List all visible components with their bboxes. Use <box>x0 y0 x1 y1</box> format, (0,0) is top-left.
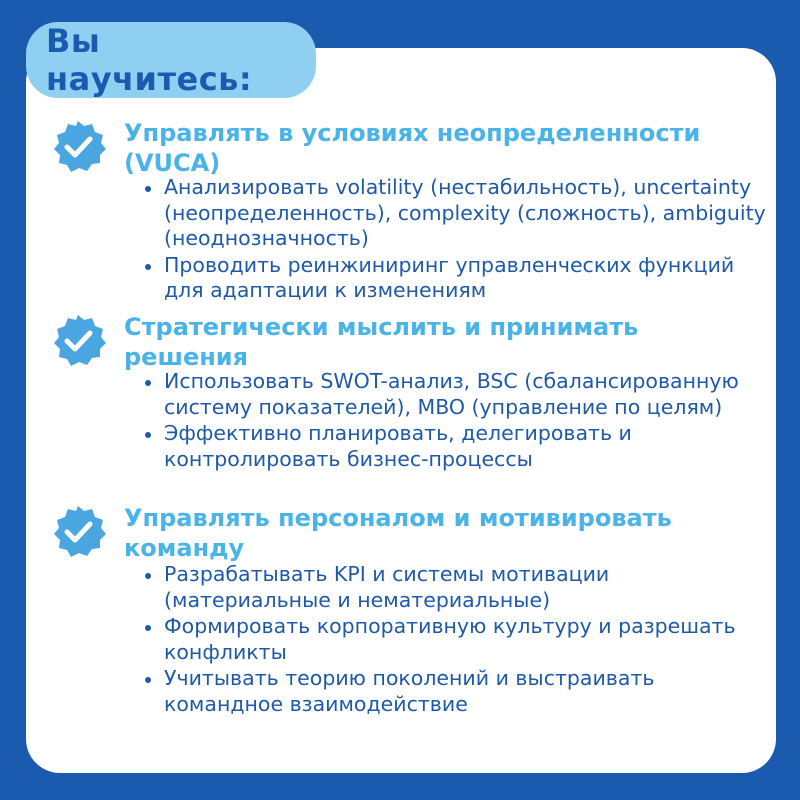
title-pill <box>26 22 316 98</box>
verified-badge-icon <box>50 503 106 559</box>
section-title: Стратегически мыслить и принимать решения <box>124 313 639 371</box>
list-item: Анализировать volatility (нестабильность), uncertainty (неопределенность), complexity (сложность), ambiguity (неоднозначность) <box>142 175 770 252</box>
list-item: Проводить реинжиниринг управленческих функций для адаптации к изменениям <box>142 253 770 304</box>
bullet-list <box>142 562 770 718</box>
list-item: Учитывать теорию поколений и выстраивать командное взаимодействие <box>142 666 770 717</box>
list-item: Разрабатывать KPI и системы мотивации (материальные и нематериальные) <box>142 562 770 613</box>
page-title: Вы научитесь: <box>46 22 253 98</box>
section-title: Управлять в условиях неопределенности (VUCA) <box>124 119 701 177</box>
bullet-list <box>142 369 770 473</box>
bullet-list <box>142 175 770 305</box>
verified-badge-icon <box>50 118 106 174</box>
section-title: Управлять персоналом и мотивировать команду <box>124 504 672 562</box>
list-item: Использовать SWOT-анализ, BSC (сбалансированную систему показателей), MBO (управление по целям) <box>142 369 770 420</box>
verified-badge-icon <box>50 312 106 368</box>
list-item: Эффективно планировать, делегировать и контролировать бизнес-процессы <box>142 421 770 472</box>
list-item: Формировать корпоративную культуру и разрешать конфликты <box>142 614 770 665</box>
